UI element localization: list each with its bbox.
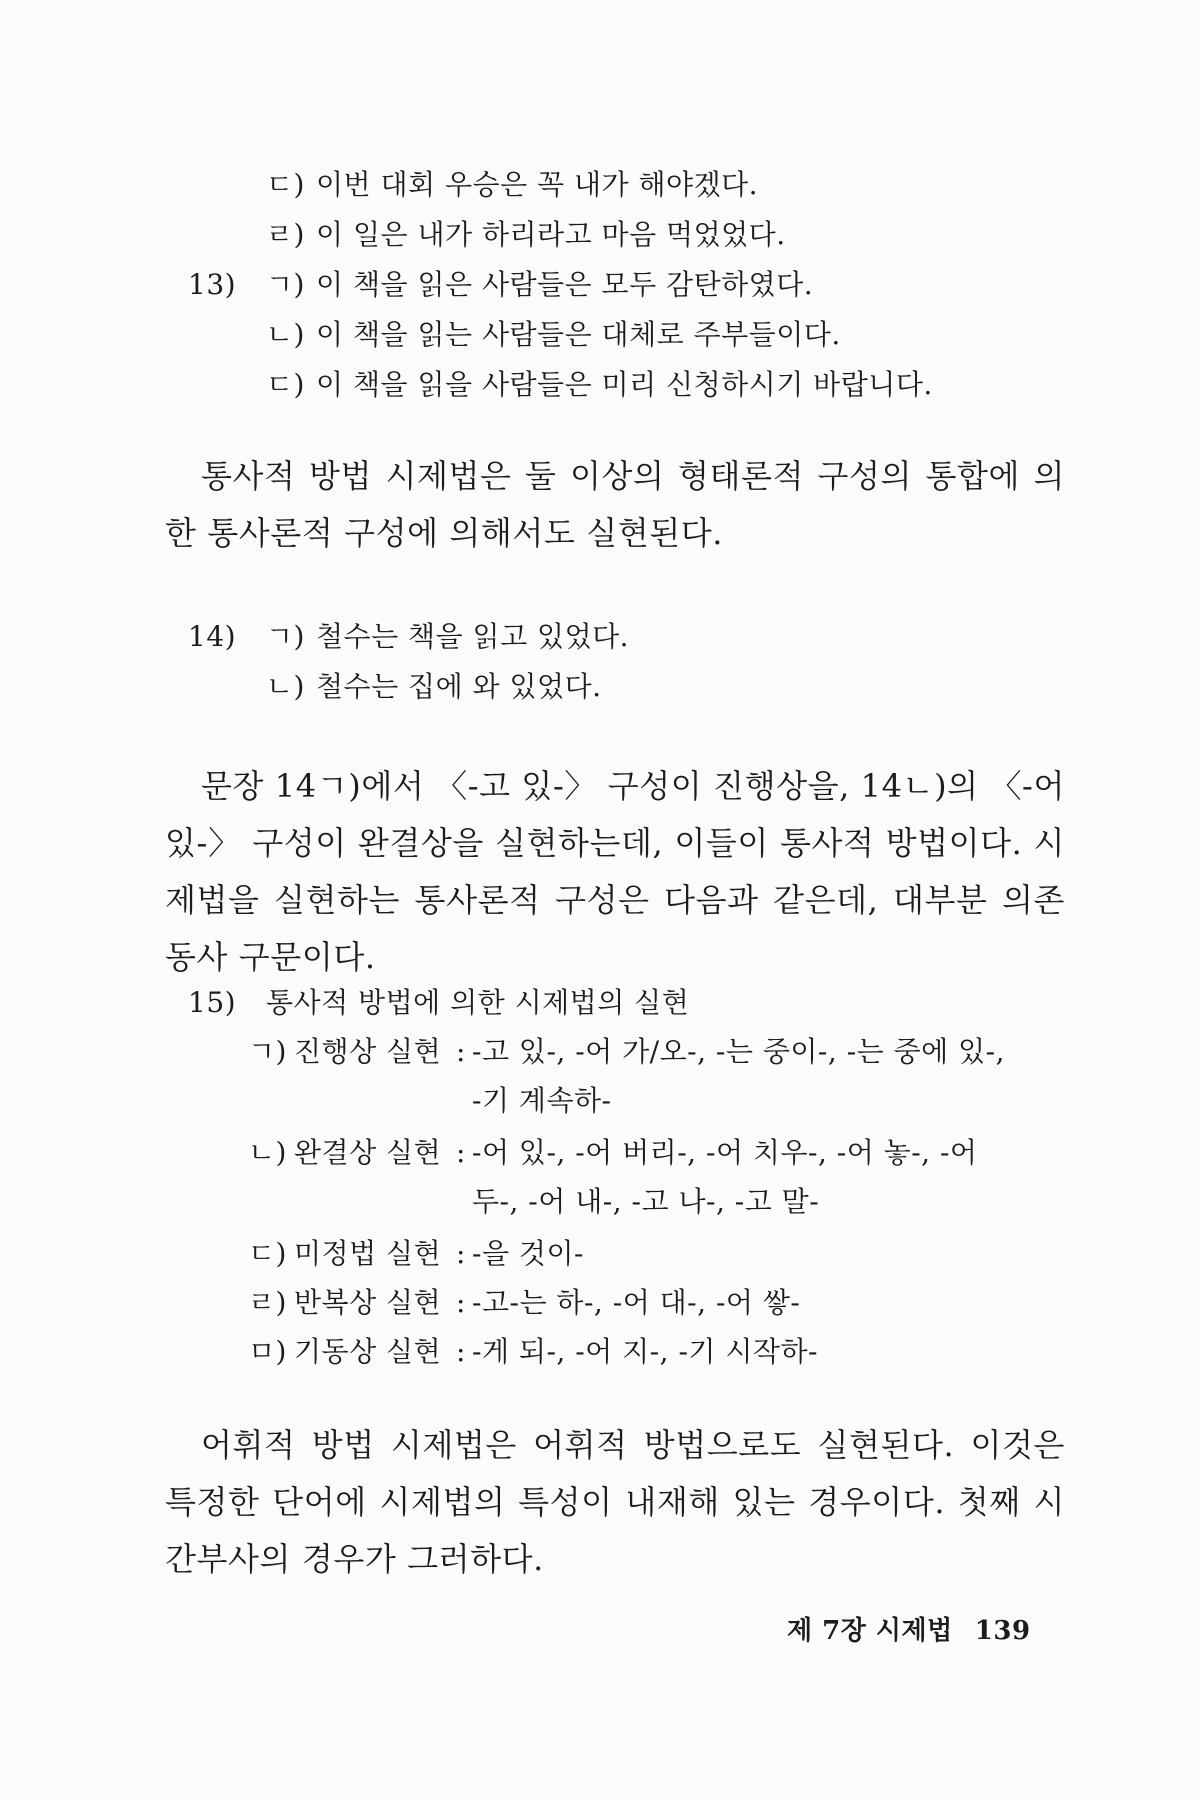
example-text: 철수는 책을 읽고 있었다.	[316, 620, 630, 653]
list-colon: :	[456, 1335, 466, 1368]
list-title: 통사적 방법에 의한 시제법의 실현	[266, 986, 690, 1019]
list-item	[248, 1128, 977, 1177]
list-forms: -을 것이-	[472, 1237, 584, 1270]
list-label: 진행상 실현	[294, 1035, 442, 1068]
running-head-chapter: 제 7장 시제법	[787, 1616, 953, 1646]
example-line	[188, 612, 629, 662]
example-marker: ㄹ)	[266, 218, 305, 251]
list-forms: -어 있-, -어 버리-, -어 치우-, -어 놓-, -어	[472, 1136, 978, 1169]
example-text: 철수는 집에 와 있었다.	[316, 670, 602, 703]
body-paragraph: 문장 14ㄱ)에서 〈-고 있-〉 구성이 진행상을, 14ㄴ)의 〈-어 있-〉 구성이 완결상을 실현하는데, 이들이 통사적 방법이다. 시제법을 실현하는 통사론적 구성은 다음과 같은데, 대부분 의존동사 구문이다.	[165, 767, 1065, 976]
example-text: 이번 대회 우승은 꼭 내가 해야겠다.	[316, 168, 759, 201]
example-text: 이 책을 읽을 사람들은 미리 신청하시기 바랍니다.	[316, 368, 933, 401]
example-marker: ㄷ)	[266, 368, 305, 401]
list-marker: ㄱ)	[248, 1035, 287, 1068]
list-item	[248, 1278, 800, 1327]
example-line	[188, 662, 602, 712]
list-item	[248, 1327, 818, 1376]
list-colon: :	[456, 1286, 466, 1319]
example-line	[188, 160, 758, 210]
example-marker: ㄷ)	[266, 168, 305, 201]
list-item	[248, 1229, 584, 1278]
list-marker: ㄴ)	[248, 1136, 287, 1169]
example-line	[188, 360, 933, 410]
list-label: 미정법 실현	[294, 1237, 442, 1270]
page-footer	[787, 1610, 1031, 1647]
list-label: 기동상 실현	[294, 1335, 442, 1368]
example-text: 이 책을 읽은 사람들은 모두 감탄하였다.	[316, 268, 814, 301]
list-label: 반복상 실현	[294, 1286, 442, 1319]
list-colon: :	[456, 1035, 466, 1068]
list-forms-continued: -기 계속하-	[472, 1084, 612, 1117]
example-number: 14)	[188, 620, 237, 653]
list-colon: :	[456, 1237, 466, 1270]
list-forms: -고-는 하-, -어 대-, -어 쌓-	[472, 1286, 801, 1319]
body-paragraph: 어휘적 방법 시제법은 어휘적 방법으로도 실현된다. 이것은 특정한 단어에 시제법의 특성이 내재해 있는 경우이다. 첫째 시간부사의 경우가 그러하다.	[165, 1426, 1065, 1578]
list-marker: ㄹ)	[248, 1286, 287, 1319]
example-marker: ㄱ)	[266, 268, 305, 301]
example-number: 13)	[188, 268, 237, 301]
example-number: 15)	[188, 986, 237, 1019]
example-line	[188, 210, 786, 260]
list-colon: :	[456, 1136, 466, 1169]
list-marker: ㅁ)	[248, 1335, 287, 1368]
list-heading	[188, 978, 689, 1027]
list-forms-continued: 두-, -어 내-, -고 나-, -고 말-	[472, 1185, 820, 1218]
list-marker: ㄷ)	[248, 1237, 287, 1270]
list-label: 완결상 실현	[294, 1136, 442, 1169]
example-line	[188, 310, 841, 360]
example-text: 이 책을 읽는 사람들은 대체로 주부들이다.	[316, 318, 841, 351]
example-line	[188, 260, 813, 310]
list-item	[248, 1027, 1005, 1076]
example-marker: ㄴ)	[266, 318, 305, 351]
page-number: 139	[974, 1616, 1031, 1646]
example-marker: ㄴ)	[266, 670, 305, 703]
example-text: 이 일은 내가 하리라고 마음 먹었었다.	[316, 218, 786, 251]
example-marker: ㄱ)	[266, 620, 305, 653]
list-forms: -고 있-, -어 가/오-, -는 중이-, -는 중에 있-,	[472, 1035, 1006, 1068]
list-forms: -게 되-, -어 지-, -기 시작하-	[472, 1335, 818, 1368]
body-paragraph: 통사적 방법 시제법은 둘 이상의 형태론적 구성의 통합에 의한 통사론적 구성에 의해서도 실현된다.	[165, 457, 1065, 552]
